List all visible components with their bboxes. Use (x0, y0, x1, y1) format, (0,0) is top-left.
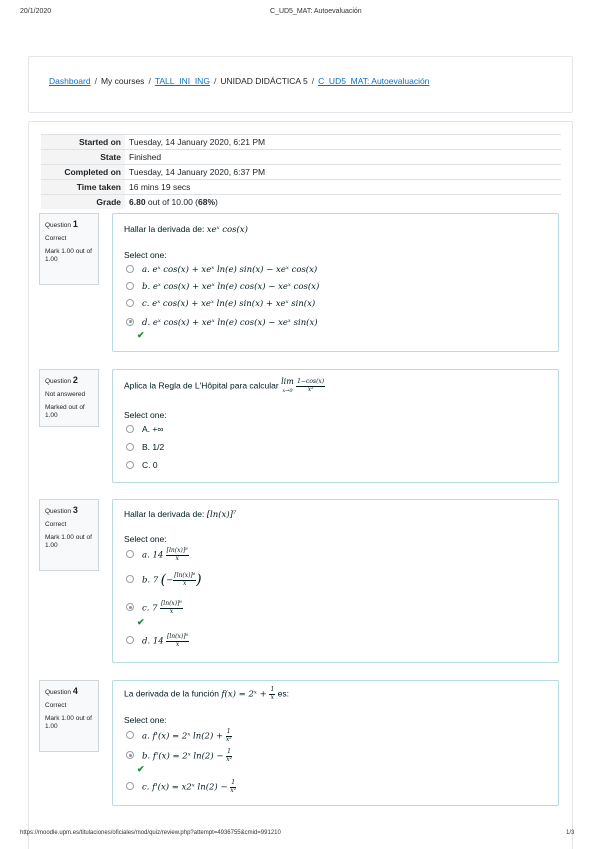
question-status: Correct (45, 701, 67, 709)
select-one-label: Select one: (124, 250, 167, 260)
answer-option-a[interactable]: a. eˣ cos(x) + xeˣ ln(e) sin(x) − xeˣ cos(x) (126, 264, 317, 275)
question-content-1 (112, 213, 559, 352)
print-date: 20/1/2020 (20, 8, 52, 15)
radio-button[interactable] (126, 425, 134, 433)
print-title: C_UD5_MAT: Autoevaluación (270, 8, 362, 15)
summary-row (41, 165, 561, 180)
radio-button[interactable] (126, 731, 134, 739)
print-url: https://moodle.upm.es/titulaciones/oficiales/mod/quiz/review.php?attempt=4936755&cmid=991210 (20, 830, 281, 836)
question-text: Aplica la Regla de L'Hôpital para calcular lim x→0 $\frac{1-\cos(x)}{\text{x²}}$ (124, 377, 325, 394)
summary-label: Time taken (41, 180, 125, 195)
answer-option-d[interactable]: d. eˣ cos(x) + xeˣ ln(e) cos(x) − xeˣ sin(x) (126, 317, 318, 328)
radio-button[interactable] (126, 265, 134, 273)
answer-option-b[interactable]: b. eˣ cos(x) + xeˣ ln(e) cos(x) − xeˣ cos(x) (126, 281, 319, 292)
answer-option-b[interactable]: b. 7 (− $\frac{\text{[ln(x)]⁶}}{x}$ ) (126, 572, 202, 588)
question-mark: Mark 1.00 out of 1.00 (45, 714, 92, 731)
check-icon: ✔ (137, 764, 145, 774)
question-mark: Marked out of 1.00 (45, 403, 85, 420)
question-status: Correct (45, 520, 67, 528)
breadcrumb-quiz-link[interactable]: C_UD5_MAT: Autoevaluación (318, 76, 430, 86)
question-info-1: Question 1 Correct Mark 1.00 out of 1.00 (39, 213, 99, 285)
answer-option-a[interactable]: a. f'(x) = 2ˣ ln(2) + $\frac{1}{\text{x²}}$ (126, 729, 232, 743)
answer-option-b[interactable]: b. f'(x) = 2ˣ ln(2) − $\frac{1}{\text{x²}}$ (126, 749, 232, 763)
question-status: Correct (45, 234, 67, 242)
radio-button[interactable] (126, 782, 134, 790)
summary-row (41, 150, 561, 165)
summary-label: Started on (41, 135, 125, 150)
radio-button-selected[interactable] (126, 751, 134, 759)
summary-value: 16 mins 19 secs (125, 180, 561, 195)
answer-option-c[interactable]: C. 0 (126, 460, 158, 470)
question-text: Hallar la derivada de: [ln(x)]⁷ (124, 509, 237, 520)
attempt-summary-table (41, 134, 561, 209)
summary-value: Tuesday, 14 January 2020, 6:21 PM (125, 135, 561, 150)
question-info-3: Question 3 Correct Mark 1.00 out of 1.00 (39, 499, 99, 571)
answer-option-c[interactable]: c. f'(x) = x2ˣ ln(2) − $\frac{1}{\text{x²}}$ (126, 780, 236, 794)
select-one-label: Select one: (124, 410, 167, 420)
check-icon: ✔ (137, 330, 145, 340)
question-text: Hallar la derivada de: xeˣ cos(x) (124, 224, 248, 235)
radio-button[interactable] (126, 443, 134, 451)
radio-button[interactable] (126, 550, 134, 558)
answer-option-b[interactable]: B. 1/2 (126, 442, 164, 452)
breadcrumb-dashboard-link[interactable]: Dashboard (49, 76, 91, 86)
question-content-3 (112, 499, 559, 663)
summary-value: Finished (125, 150, 561, 165)
summary-label: Grade (41, 195, 125, 210)
radio-button-selected[interactable] (126, 603, 134, 611)
radio-button[interactable] (126, 282, 134, 290)
answer-option-c[interactable]: c. 7 $\frac{\text{[ln(x)]⁶}}{x}$ (126, 601, 183, 615)
radio-button[interactable] (126, 636, 134, 644)
print-page-count: 1/3 (566, 830, 575, 836)
question-status: Not answered (45, 390, 86, 398)
summary-row (41, 195, 561, 210)
radio-button[interactable] (126, 461, 134, 469)
summary-row (41, 135, 561, 150)
question-info-4: Question 4 Correct Mark 1.00 out of 1.00 (39, 680, 99, 752)
summary-label: State (41, 150, 125, 165)
question-text: La derivada de la función f(x) = 2ˣ + $\frac{1}{x}$ es: (124, 686, 289, 701)
question-info-2: Question 2 Not answered Marked out of 1.00 (39, 369, 99, 427)
breadcrumb: Dashboard / My courses / TALL_INI_ING / UNIDAD DIDÁCTICA 5 / C_UD5_MAT: Autoevaluación (49, 76, 430, 86)
answer-option-c[interactable]: c. eˣ cos(x) + xeˣ ln(e) sin(x) + xeˣ sin(x) (126, 298, 315, 309)
question-content-4 (112, 680, 559, 806)
answer-option-d[interactable]: d. 14 $\frac{\text{[ln(x)]⁶}}{x}$ (126, 634, 189, 648)
summary-row (41, 180, 561, 195)
select-one-label: Select one: (124, 534, 167, 544)
breadcrumb-my-courses: My courses (100, 76, 145, 86)
question-mark: Mark 1.00 out of 1.00 (45, 247, 92, 264)
question-mark: Mark 1.00 out of 1.00 (45, 533, 92, 550)
summary-value: Tuesday, 14 January 2020, 6:37 PM (125, 165, 561, 180)
breadcrumb-unit: UNIDAD DIDÁCTICA 5 (220, 76, 308, 86)
summary-label: Completed on (41, 165, 125, 180)
question-content-2 (112, 369, 559, 483)
grade-value: 6.80 out of 10.00 (68%) (125, 195, 561, 210)
radio-button[interactable] (126, 575, 134, 583)
select-one-label: Select one: (124, 715, 167, 725)
breadcrumb-course-link[interactable]: TALL_INI_ING (154, 76, 210, 86)
radio-button-selected[interactable] (126, 318, 134, 326)
answer-option-a[interactable]: A. +∞ (126, 424, 163, 434)
check-icon: ✔ (137, 617, 145, 627)
answer-option-a[interactable]: a. 14 $\frac{\text{[ln(x)]⁸}}{x}$ (126, 548, 189, 562)
radio-button[interactable] (126, 299, 134, 307)
breadcrumb-container (28, 56, 573, 113)
